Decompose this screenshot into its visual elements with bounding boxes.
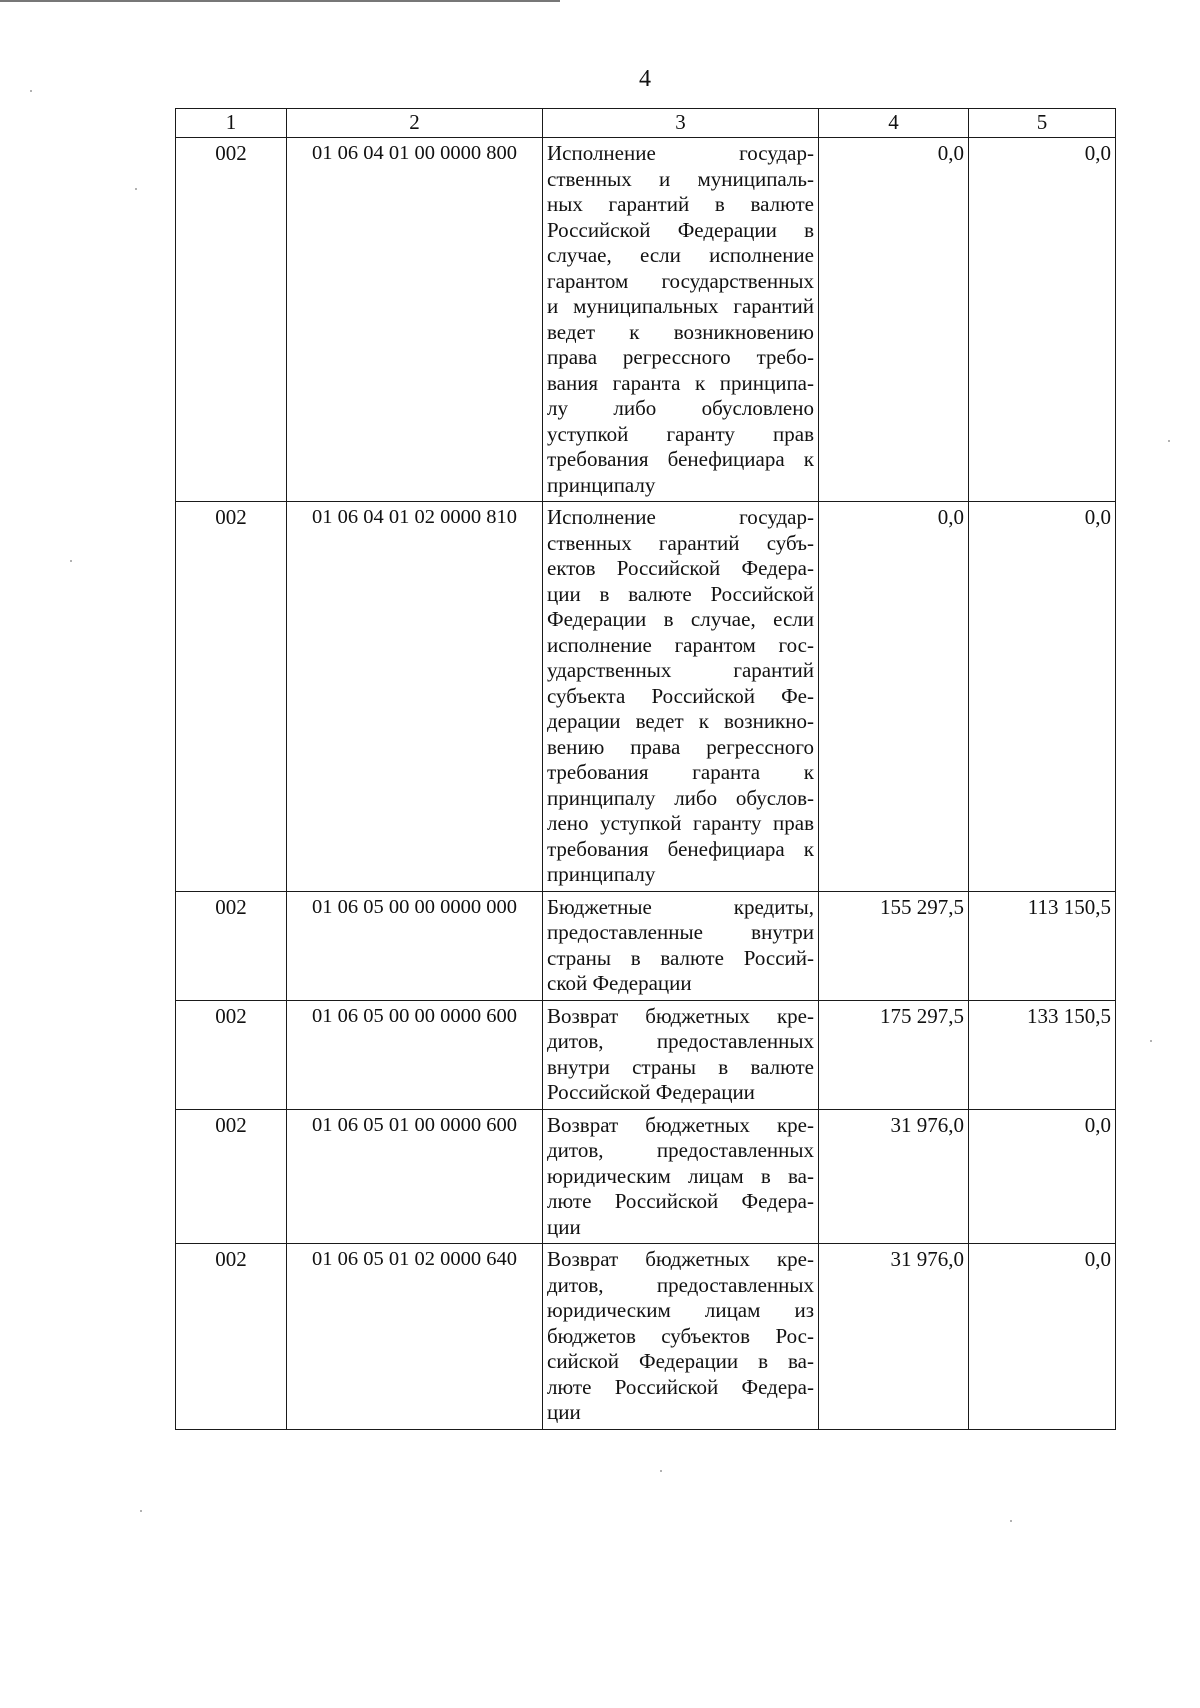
header-col-1: 1 xyxy=(176,109,287,138)
description-line: принципалу xyxy=(547,862,656,886)
description-line: Возврат бюджетных кре- xyxy=(547,1003,814,1028)
table-body xyxy=(176,138,1116,1430)
description-cell xyxy=(543,1244,819,1430)
description-line: уступкой гаранту прав xyxy=(547,421,814,446)
description-line: исполнение гарантом гос- xyxy=(547,632,814,657)
description-line: юридическим лицам из xyxy=(547,1298,814,1322)
description-line: дитов, предоставленных xyxy=(547,1138,814,1162)
description-line: страны в валюте Россий- xyxy=(547,945,814,970)
description-line: ции в валюте Российской xyxy=(547,581,814,606)
scan-top-edge-line xyxy=(0,0,560,2)
description-line: принципалу xyxy=(547,472,656,497)
description-line: ции xyxy=(547,1214,581,1239)
table-header xyxy=(176,109,1116,138)
budget-classification-code-cell: 01 06 05 00 00 0000 000 xyxy=(287,891,543,1000)
description-line: Возврат бюджетных кре- xyxy=(547,1247,814,1271)
description-line: ведет к возникновению xyxy=(547,319,814,344)
budget-table xyxy=(175,108,1116,1430)
description-line: Бюджетные кредиты, xyxy=(547,894,814,919)
description-line: гарантом государственных xyxy=(547,268,814,293)
admin-code-cell: 002 xyxy=(176,1000,287,1109)
description-line: Российской Федерации в xyxy=(547,217,814,242)
table-row xyxy=(176,1000,1116,1109)
description-line: лено уступкой гаранту прав xyxy=(547,811,814,835)
description-line: дитов, предоставленных xyxy=(547,1029,814,1053)
description-cell xyxy=(543,1109,819,1244)
description-line: вению права регрессного xyxy=(547,734,814,759)
amount-col-5-cell: 0,0 xyxy=(969,1244,1116,1430)
table-row xyxy=(176,138,1116,502)
description-line: Исполнение государ- xyxy=(547,141,814,165)
description-line: ектов Российской Федера- xyxy=(547,556,814,580)
description-line: ных гарантий в валюте xyxy=(547,192,814,216)
budget-classification-code-cell: 01 06 05 01 00 0000 600 xyxy=(287,1109,543,1244)
amount-col-5-cell: 0,0 xyxy=(969,138,1116,502)
scan-speck xyxy=(1010,1520,1012,1522)
description-line: права регрессного требо- xyxy=(547,345,814,369)
description-line: Федерации в случае, если xyxy=(547,607,814,631)
description-line: ственных гарантий субъ- xyxy=(547,530,814,555)
amount-col-5-cell: 0,0 xyxy=(969,502,1116,892)
description-line: дитов, предоставленных xyxy=(547,1272,814,1297)
scan-speck xyxy=(30,90,32,92)
amount-col-4-cell: 175 297,5 xyxy=(819,1000,969,1109)
budget-classification-code-cell: 01 06 05 00 00 0000 600 xyxy=(287,1000,543,1109)
table-row xyxy=(176,1244,1116,1430)
description-line: Возврат бюджетных кре- xyxy=(547,1112,814,1137)
description-line: и муниципальных гарантий xyxy=(547,294,814,318)
description-line: принципалу либо обуслов- xyxy=(547,785,814,810)
description-line: дерации ведет к возникно- xyxy=(547,709,814,733)
header-col-4: 4 xyxy=(819,109,969,138)
description-line: требования бенефициара к xyxy=(547,836,814,861)
header-row xyxy=(176,109,1116,138)
description-line: ударственных гарантий xyxy=(547,658,814,682)
header-col-2: 2 xyxy=(287,109,543,138)
budget-classification-code-cell: 01 06 04 01 02 0000 810 xyxy=(287,502,543,892)
amount-col-5-cell: 0,0 xyxy=(969,1109,1116,1244)
scan-speck xyxy=(140,1510,142,1512)
amount-col-5-cell: 133 150,5 xyxy=(969,1000,1116,1109)
table-row xyxy=(176,502,1116,892)
description-line: ственных и муниципаль- xyxy=(547,166,814,191)
description-line: случае, если исполнение xyxy=(547,243,814,267)
description-cell xyxy=(543,1000,819,1109)
admin-code-cell: 002 xyxy=(176,138,287,502)
description-line: люте Российской Федера- xyxy=(547,1374,814,1399)
description-line: предоставленные внутри xyxy=(547,920,814,944)
description-line: требования бенефициара к xyxy=(547,447,814,471)
scan-speck xyxy=(660,1470,662,1472)
description-line: субъекта Российской Фе- xyxy=(547,683,814,708)
description-line: юридическим лицам в ва- xyxy=(547,1163,814,1188)
description-line: вания гаранта к принципа- xyxy=(547,370,814,395)
scan-speck xyxy=(1150,1040,1152,1042)
description-line: сийской Федерации в ва- xyxy=(547,1349,814,1373)
description-cell xyxy=(543,891,819,1000)
header-col-3: 3 xyxy=(543,109,819,138)
amount-col-4-cell: 31 976,0 xyxy=(819,1244,969,1430)
admin-code-cell: 002 xyxy=(176,891,287,1000)
description-line: требования гаранта к xyxy=(547,760,814,784)
amount-col-4-cell: 0,0 xyxy=(819,138,969,502)
amount-col-4-cell: 155 297,5 xyxy=(819,891,969,1000)
header-col-5: 5 xyxy=(969,109,1116,138)
description-line: внутри страны в валюте xyxy=(547,1054,814,1079)
description-cell xyxy=(543,502,819,892)
page-number: 4 xyxy=(639,66,651,92)
scan-speck xyxy=(135,188,137,190)
admin-code-cell: 002 xyxy=(176,502,287,892)
description-line: Исполнение государ- xyxy=(547,505,814,529)
description-line: Российской Федерации xyxy=(547,1080,755,1104)
description-line: бюджетов субъектов Рос- xyxy=(547,1323,814,1348)
amount-col-4-cell: 0,0 xyxy=(819,502,969,892)
admin-code-cell: 002 xyxy=(176,1109,287,1244)
admin-code-cell: 002 xyxy=(176,1244,287,1430)
table-row xyxy=(176,891,1116,1000)
description-cell xyxy=(543,138,819,502)
budget-classification-code-cell: 01 06 04 01 00 0000 800 xyxy=(287,138,543,502)
scan-speck xyxy=(70,560,72,562)
amount-col-4-cell: 31 976,0 xyxy=(819,1109,969,1244)
description-line: ции xyxy=(547,1400,581,1424)
table-row xyxy=(176,1109,1116,1244)
description-line: люте Российской Федера- xyxy=(547,1189,814,1213)
budget-classification-code-cell: 01 06 05 01 02 0000 640 xyxy=(287,1244,543,1430)
description-line: лу либо обусловлено xyxy=(547,396,814,420)
amount-col-5-cell: 113 150,5 xyxy=(969,891,1116,1000)
description-line: ской Федерации xyxy=(547,971,692,995)
scan-speck xyxy=(1168,440,1170,442)
